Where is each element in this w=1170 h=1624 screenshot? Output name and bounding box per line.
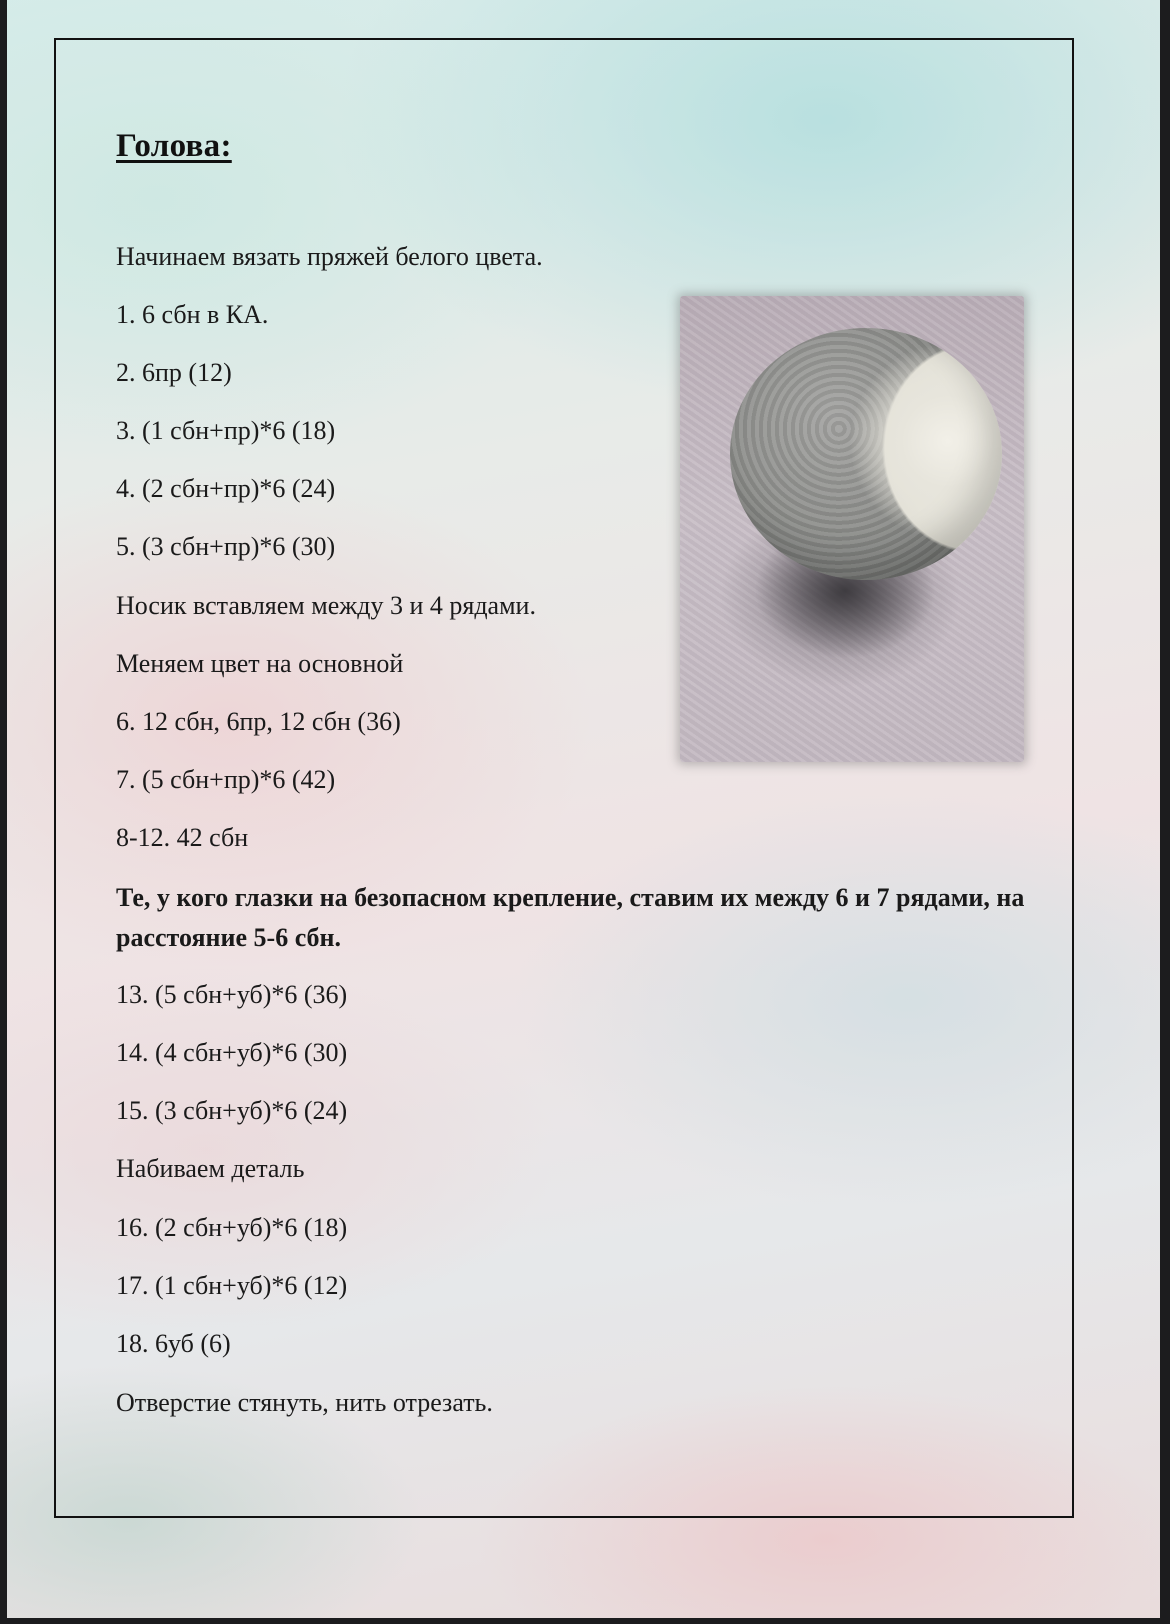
row-line: 16. (2 сбн+уб)*6 (18)	[116, 1213, 348, 1242]
row-line: 1. 6 сбн в КА.	[116, 300, 269, 329]
section-heading: Голова:	[116, 128, 232, 164]
row-line: 8-12. 42 сбн	[116, 823, 249, 852]
note-line: Меняем цвет на основной	[116, 649, 404, 678]
safety-eyes-note: Те, у кого глазки на безопасном крепление, ставим их между 6 и 7 рядами, на расстояние 5-6 сбн.	[116, 883, 1025, 952]
row-line: 3. (1 сбн+пр)*6 (18)	[116, 416, 336, 445]
row-line: 4. (2 сбн+пр)*6 (24)	[116, 474, 336, 503]
row-line: 14. (4 сбн+уб)*6 (30)	[116, 1038, 348, 1067]
note-line: Носик вставляем между 3 и 4 рядами.	[116, 591, 536, 620]
crochet-ball-photo	[680, 296, 1024, 762]
row-line: 5. (3 сбн+пр)*6 (30)	[116, 532, 336, 561]
row-line: 13. (5 сбн+уб)*6 (36)	[116, 980, 348, 1009]
closing-line: Отверстие стянуть, нить отрезать.	[116, 1388, 493, 1417]
row-line: 18. 6уб (6)	[116, 1329, 231, 1358]
row-line: 6. 12 сбн, 6пр, 12 сбн (36)	[116, 707, 401, 736]
row-line: 17. (1 сбн+уб)*6 (12)	[116, 1271, 348, 1300]
pattern-page	[7, 0, 1160, 1618]
intro-line: Начинаем вязать пряжей белого цвета.	[116, 242, 543, 271]
row-line: 2. 6пр (12)	[116, 358, 232, 387]
note-line: Набиваем деталь	[116, 1154, 305, 1183]
row-line: 15. (3 сбн+уб)*6 (24)	[116, 1096, 348, 1125]
row-line: 7. (5 сбн+пр)*6 (42)	[116, 765, 336, 794]
crochet-ball-image	[730, 328, 1002, 580]
